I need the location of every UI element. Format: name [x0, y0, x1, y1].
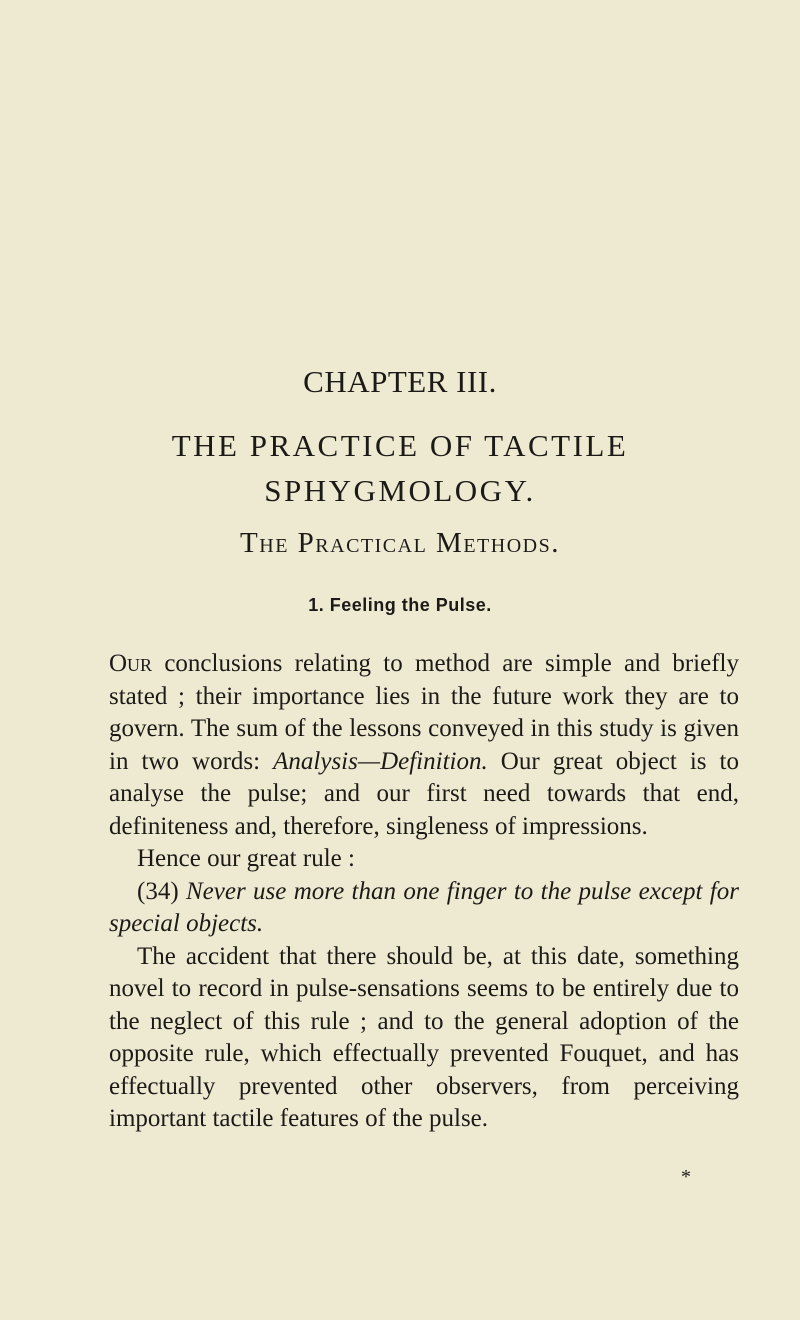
chapter-subtitle: The Practical Methods.: [240, 527, 560, 559]
paragraph-2: Hence our great rule :: [137, 845, 355, 872]
paragraph-3-rule: [109, 876, 739, 941]
body-text: [109, 648, 739, 1136]
paragraph-1-text: conclusions relating to method are simple and briefly stated ; their importance lies in the future work they are to govern. The sum of the lessons conveyed in this study is given in two words:: [109, 650, 739, 775]
rule-number: (34): [137, 877, 186, 905]
paragraph-1: [109, 648, 739, 843]
paragraph-1-lead: Our: [109, 650, 153, 677]
chapter-title: [0, 423, 800, 513]
paragraph-1-italic: Analysis—Definition.: [273, 747, 488, 775]
signature-mark: *: [681, 1166, 691, 1188]
chapter-title-line-1: THE PRACTICE OF TACTILE: [171, 428, 629, 463]
chapter-title-line-2: SPHYGMOLOGY.: [264, 473, 536, 508]
paragraph-1-rest: Our great object is to analyse the pulse; and our first need towards that end, definiteness and, therefore, singleness of impressions.: [109, 747, 739, 840]
paragraph-4: The accident that there should be, at this date, something novel to record in pulse-sensations seems to be entirely due to the neglect of this rule ; and to the general adoption of the opposite rule, which effectually prevented Fouquet, and has effectually prevented other observers, from perceiving important tactile features of the pulse.: [109, 942, 739, 1132]
section-heading: 1. Feeling the Pulse.: [308, 595, 492, 615]
chapter-heading: CHAPTER III.: [303, 364, 497, 399]
rule-text: Never use more than one finger to the pulse except for special objects.: [109, 877, 739, 937]
